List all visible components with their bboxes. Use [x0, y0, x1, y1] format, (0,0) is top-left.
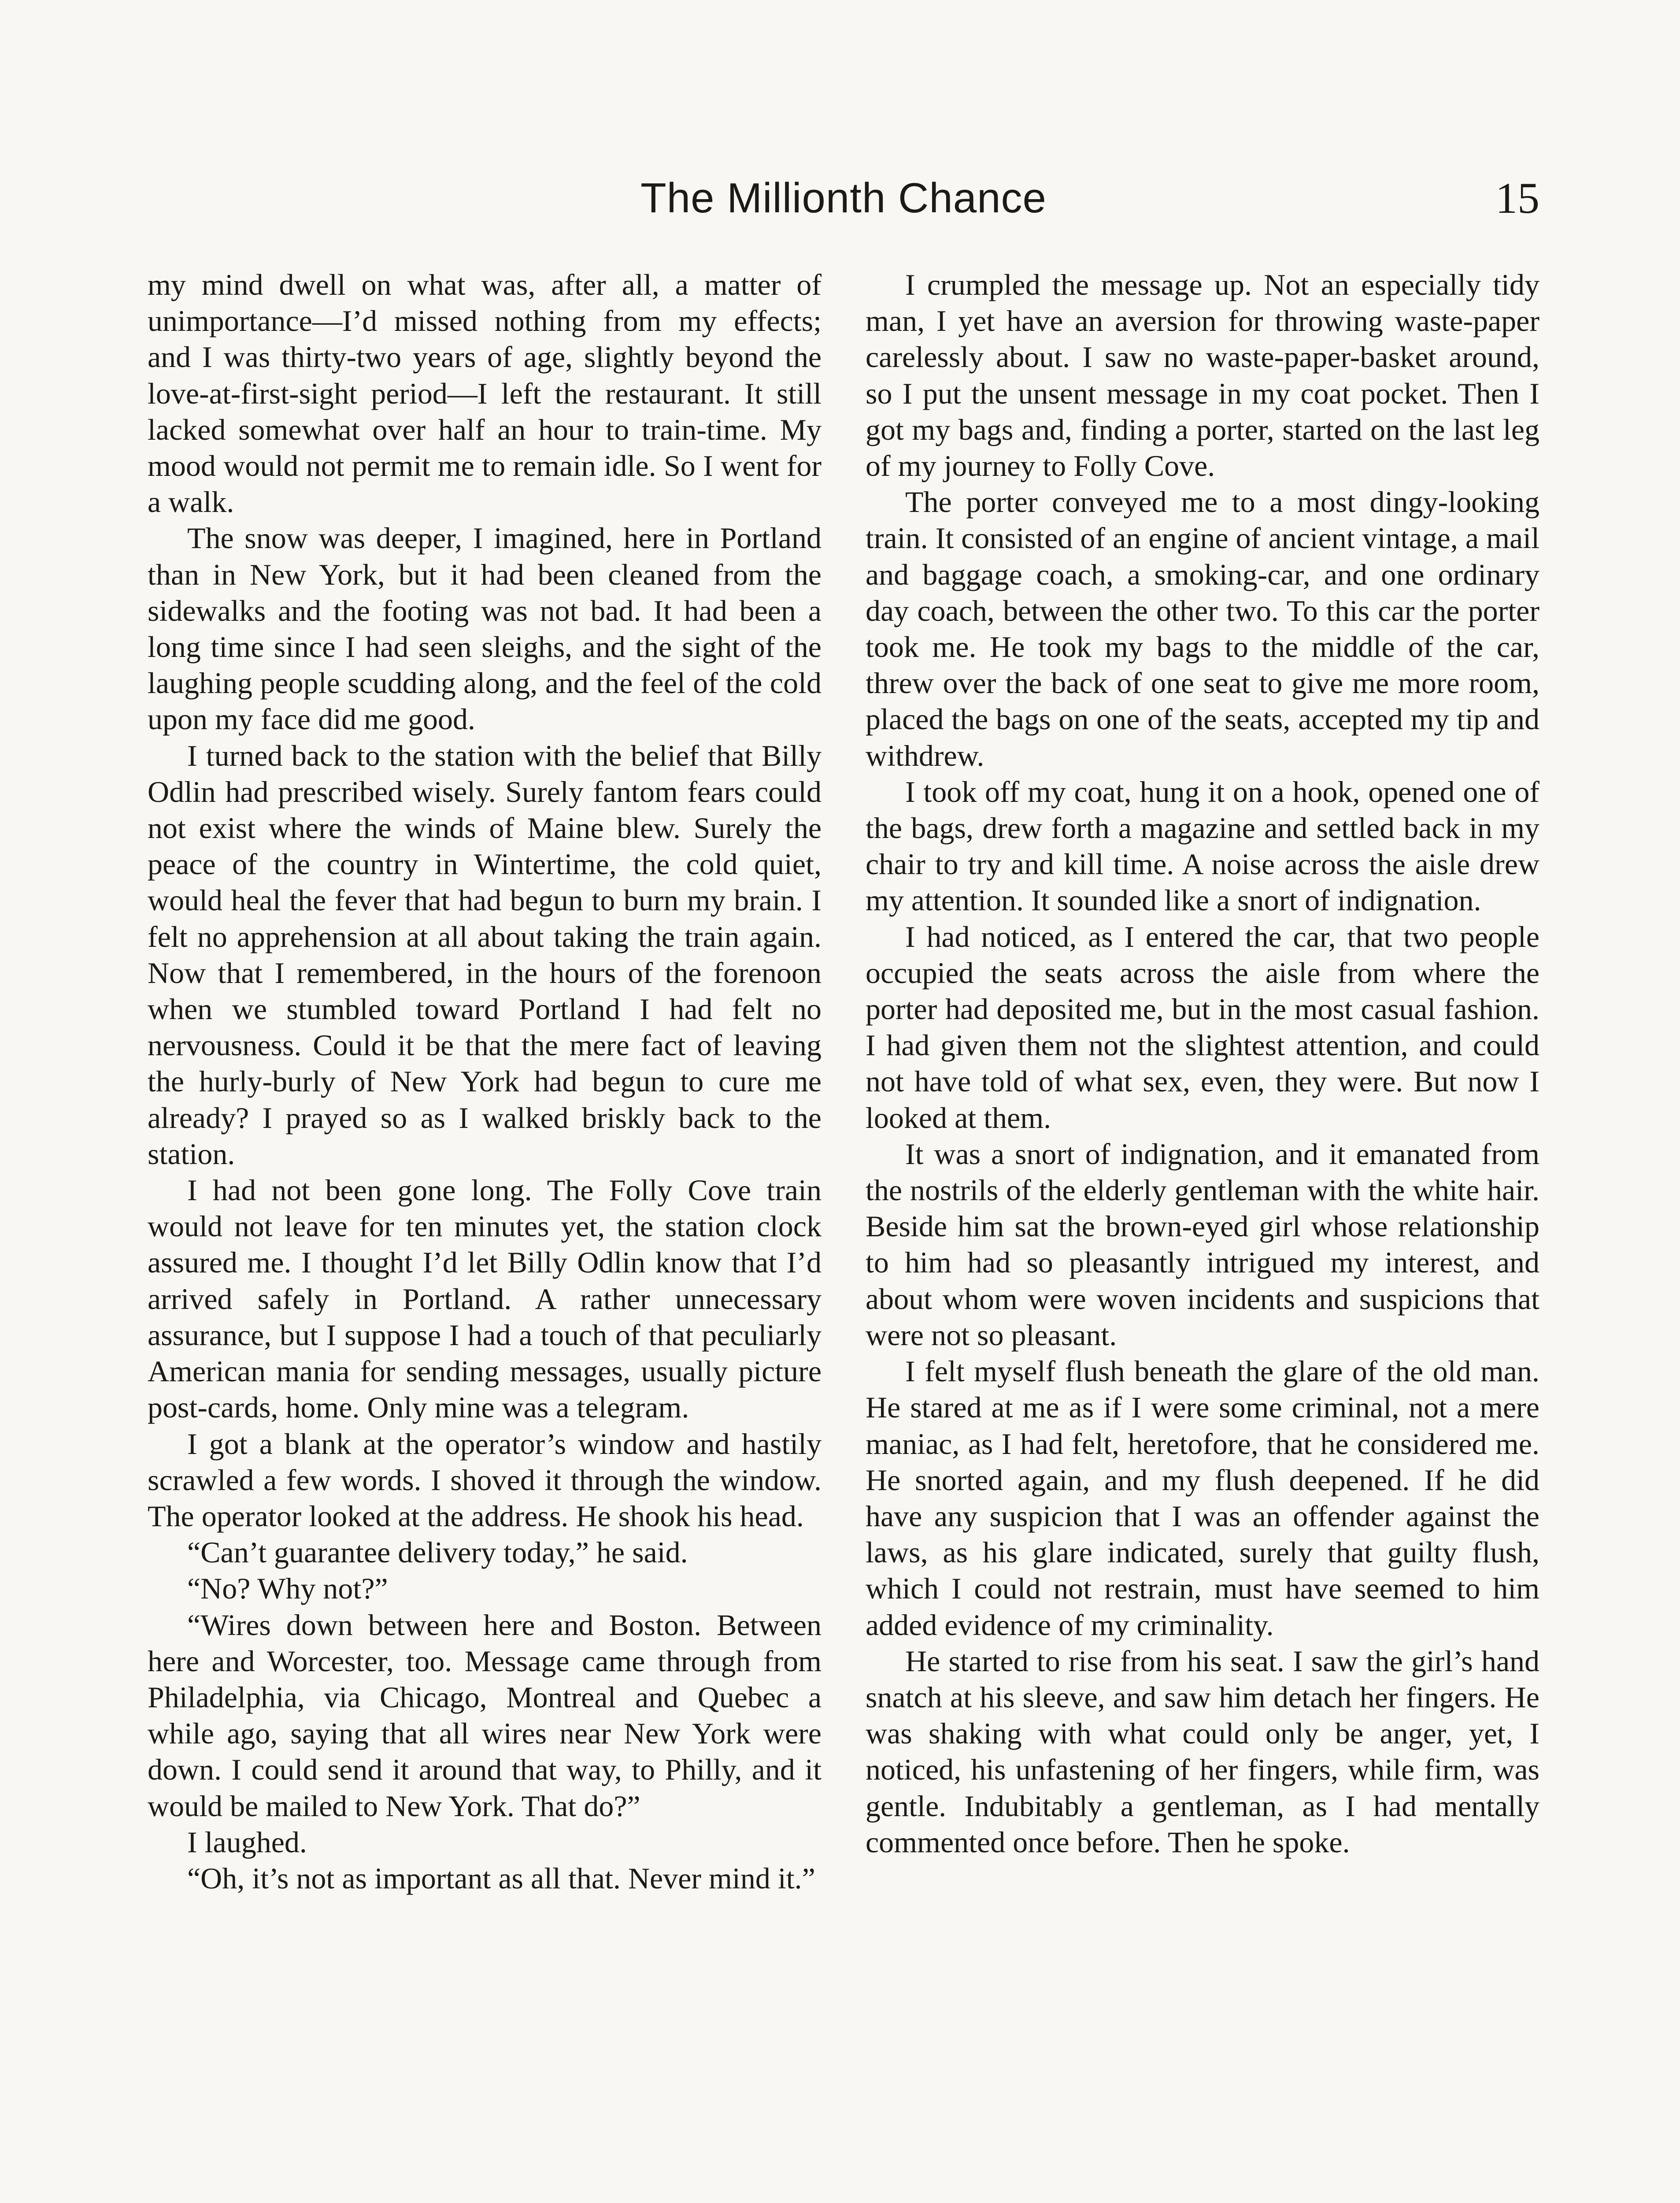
paragraph: I took off my coat, hung it on a hook, opened one of the bags, drew forth a magazine and settled back in my chair to try and kill time. A noise across the aisle drew my attention. It sounded like a snort of indignation.: [866, 775, 1539, 917]
paragraph: I had noticed, as I entered the car, that two people occupied the seats across the aisle from where the porter had deposited me, but in the most casual fashion. I had given them not the slightest attention, and could not have told of what sex, even, they were. But now I looked at them.: [866, 920, 1539, 1135]
page-number: 15: [1495, 174, 1539, 223]
paragraph: “Can’t guarantee delivery today,” he said.: [187, 1535, 688, 1569]
paragraph: He started to rise from his seat. I saw the girl’s hand snatch at his sleeve, and saw him detach her fingers. He was shaking with what could only be anger, yet, I noticed, his unfastening of her fingers, while firm, was gentle. Indubitably a gentleman, as I had mentally commented once before. Then he spoke.: [866, 1644, 1539, 1859]
paragraph: “Oh, it’s not as important as all that. Never mind it.”: [187, 1861, 815, 1895]
text-columns: [148, 267, 1539, 1896]
paragraph: I got a blank at the operator’s window and hastily scrawled a few words. I shoved it through the window. The operator looked at the address. He shook his head.: [148, 1427, 821, 1533]
paragraph: I had not been gone long. The Folly Cove train would not leave for ten minutes yet, the station clock assured me. I thought I’d let Billy Odlin know that I’d arrived safely in Portland. A rather unnecessary assurance, but I suppose I had a touch of that peculiarly American mania for sending messages, usually picture post-cards, home. Only mine was a telegram.: [148, 1173, 821, 1424]
paragraph: I laughed.: [187, 1825, 307, 1859]
paragraph: It was a snort of indignation, and it emanated from the nostrils of the elderly gentleman with the white hair. Beside him sat the brown-eyed girl whose relationship to him had so pleasantly intrigued my interest, and about whom were woven incidents and suspicions that were not so pleasant.: [866, 1137, 1539, 1352]
paragraph: I felt myself flush beneath the glare of the old man. He stared at me as if I were some criminal, not a mere maniac, as I had felt, heretofore, that he considered me. He snorted again, and my flush deepened. If he did have any suspicion that I was an offender against the laws, as his glare indicated, surely that guilty flush, which I could not restrain, must have seemed to him added evidence of my criminality.: [866, 1354, 1539, 1642]
paragraph: I crumpled the message up. Not an especially tidy man, I yet have an aversion for throwing waste-paper carelessly about. I saw no waste-paper-basket around, so I put the unsent message in my coat pocket. Then I got my bags and, finding a porter, started on the last leg of my journey to Folly Cove.: [866, 268, 1539, 483]
right-column: [866, 267, 1539, 1896]
paragraph: The snow was deeper, I imagined, here in Portland than in New York, but it had been cleaned from the sidewalks and the footing was not bad. It had been a long time since I had seen sleighs, and the sight of the laughing people scudding along, and the feel of the cold upon my face did me good.: [148, 521, 821, 736]
paragraph: my mind dwell on what was, after all, a matter of unimportance—I’d missed nothing from my effects; and I was thirty-two years of age, slightly beyond the love-at-first-sight period—I left the restaurant. It still lacked somewhat over half an hour to train-time. My mood would not permit me to remain idle. So I went for a walk.: [148, 268, 821, 519]
paragraph: “Wires down between here and Boston. Between here and Worcester, too. Message came through from Philadelphia, via Chicago, Montreal and Quebec a while ago, saying that all wires near New York were down. I could send it around that way, to Philly, and it would be mailed to New York. That do?”: [148, 1608, 821, 1823]
paragraph: “No? Why not?”: [187, 1572, 388, 1606]
paragraph: I turned back to the station with the belief that Billy Odlin had prescribed wisely. Surely fantom fears could not exist where the winds of Maine blew. Surely the peace of the country in Wintertime, the cold quiet, would heal the fever that had begun to burn my brain. I felt no apprehension at all about taking the train again. Now that I remembered, in the hours of the forenoon when we stumbled toward Portland I had felt no nervousness. Could it be that the mere fact of leaving the hurly-burly of New York had begun to cure me already? I prayed so as I walked briskly back to the station.: [148, 738, 821, 1171]
paragraph: The porter conveyed me to a most dingy-looking train. It consisted of an engine of ancient vintage, a mail and baggage coach, a smoking-car, and one ordinary day coach, between the other two. To this car the porter took me. He took my bags to the middle of the car, threw over the back of one seat to give me more room, placed the bags on one of the seats, accepted my tip and withdrew.: [866, 485, 1539, 772]
left-column: [148, 267, 821, 1896]
running-head: [148, 167, 1539, 229]
running-title: The Millionth Chance: [640, 174, 1047, 222]
